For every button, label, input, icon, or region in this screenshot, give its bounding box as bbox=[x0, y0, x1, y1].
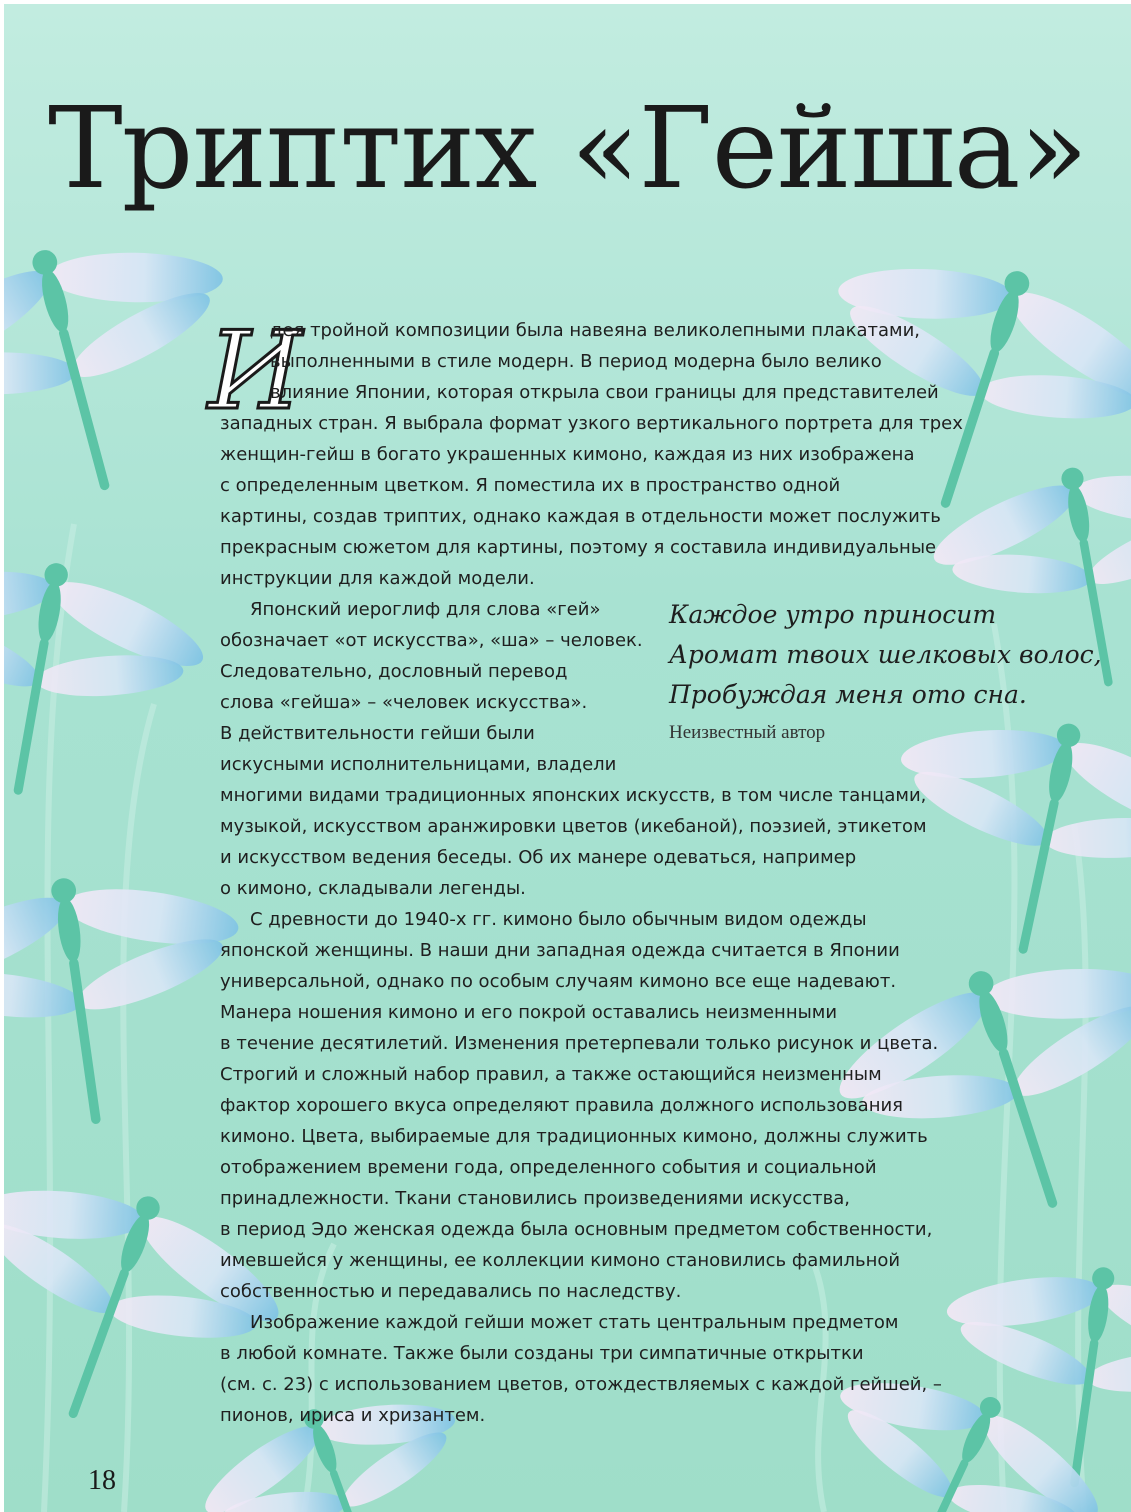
body-line: слова «гейша» – «человек искусства». bbox=[220, 692, 588, 713]
body-line: фактор хорошего вкуса определяют правила должного использования bbox=[220, 1095, 903, 1116]
drop-cap: И bbox=[208, 309, 303, 434]
body-line: и искусством ведения беседы. Об их манере одеваться, например bbox=[220, 847, 857, 868]
body-line: о кимоно, складывали легенды. bbox=[220, 878, 526, 899]
body-line: Манера ношения кимоно и его покрой оставались неизменными bbox=[220, 1002, 838, 1023]
body-line: обозначает «от искусства», «ша» – человек. bbox=[220, 630, 643, 651]
body-line: с определенным цветком. Я поместила их в пространство одной bbox=[220, 475, 841, 496]
page-number: 18 bbox=[88, 1465, 116, 1496]
body-line: влияние Японии, которая открыла свои границы для представителей bbox=[270, 382, 939, 403]
body-line: в течение десятилетий. Изменения претерпевали только рисунок и цвета. bbox=[220, 1033, 939, 1054]
body-line: многими видами традиционных японских искусств, в том числе танцами, bbox=[220, 785, 927, 806]
body-line: В действительности гейши были bbox=[220, 723, 535, 744]
body-line: С древности до 1940-х гг. кимоно было обычным видом одежды bbox=[250, 909, 867, 930]
poem-author: Неизвестный автор bbox=[669, 722, 826, 743]
body-line: имевшейся у женщины, ее коллекции кимоно становились фамильной bbox=[220, 1250, 901, 1271]
body-line: картины, создав триптих, однако каждая в отдельности может послужить bbox=[220, 506, 941, 527]
poem-line: Каждое утро приносит bbox=[669, 600, 997, 629]
body-line: инструкции для каждой модели. bbox=[220, 568, 535, 589]
body-line: отображением времени года, определенного события и социальной bbox=[220, 1157, 877, 1178]
body-line: принадлежности. Ткани становились произведениями искусства, bbox=[220, 1188, 850, 1209]
body-line: женщин-гейш в богато украшенных кимоно, каждая из них изображена bbox=[220, 444, 915, 465]
body-line: Строгий и сложный набор правил, а также остающийся неизменным bbox=[220, 1064, 882, 1085]
body-line: музыкой, искусством аранжировки цветов (икебаной), поэзией, этикетом bbox=[220, 816, 927, 837]
body-line: универсальной, однако по особым случаям кимоно все еще надевают. bbox=[220, 971, 897, 992]
poem-line: Пробуждая меня ото сна. bbox=[669, 680, 1027, 709]
poem-line: Аромат твоих шелковых волос, bbox=[669, 640, 1102, 669]
body-line: кимоно. Цвета, выбираемые для традиционных кимоно, должны служить bbox=[220, 1126, 928, 1147]
body-line: искусными исполнительницами, владели bbox=[220, 754, 617, 775]
body-line: японской женщины. В наши дни западная одежда считается в Японии bbox=[220, 940, 900, 961]
book-page bbox=[4, 4, 1131, 1512]
body-line: в период Эдо женская одежда была основным предметом собственности, bbox=[220, 1219, 933, 1240]
body-line: собственностью и передавались по наследству. bbox=[220, 1281, 682, 1302]
body-line: выполненными в стиле модерн. В период модерна было велико bbox=[270, 351, 882, 372]
body-line: дея тройной композиции была навеяна великолепными плакатами, bbox=[270, 320, 920, 341]
body-line: в любой комнате. Также были созданы три симпатичные открытки bbox=[220, 1343, 864, 1364]
page-title: Триптих «Гейша» bbox=[47, 84, 1088, 214]
dragonfly-icon bbox=[4, 535, 221, 824]
body-line: пионов, ириса и хризантем. bbox=[220, 1405, 486, 1426]
body-line: Японский иероглиф для слова «гей» bbox=[250, 599, 601, 620]
body-line: западных стран. Я выбрала формат узкого вертикального портрета для трех bbox=[220, 413, 963, 434]
body-line: Следовательно, дословный перевод bbox=[220, 661, 568, 682]
body-line: (см. с. 23) с использованием цветов, отождествляемых с каждой гейшей, – bbox=[220, 1374, 942, 1395]
body-line: Изображение каждой гейши может стать центральным предметом bbox=[250, 1312, 899, 1333]
body-line: прекрасным сюжетом для картины, поэтому я составила индивидуальные bbox=[220, 537, 937, 558]
